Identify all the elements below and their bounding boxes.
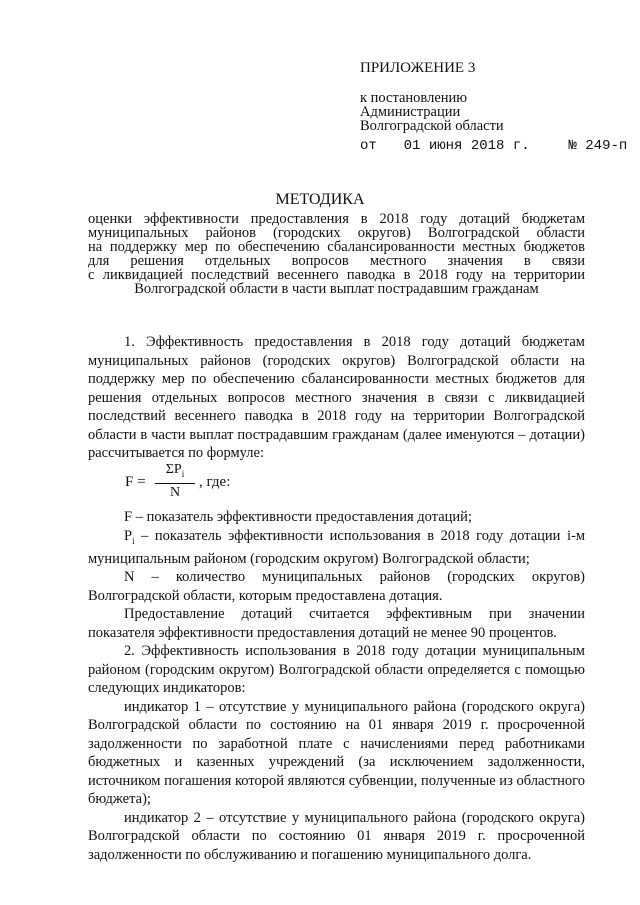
header-line-2: Администрации [360,104,461,120]
subtitle-line-6: Волгоградской области в части выплат пострадавшим гражданам [134,281,539,297]
definition-n: N – количество муниципальных районов (городских округов) Волгоградской области, которым предоставлена дотация. [88,569,585,604]
paragraph-1-text: 1. Эффективность предоставления в 2018 году дотаций бюджетам муниципальных районов (городских округов) Волгоградской области на поддержку мер по обеспечению сбалансированности местных бюджетов для решения отдельных вопросов местного значения в связи с ликвидацией последствий весеннего паводка в 2018 году на территории Волгоградской области в части выплат пострадавшим гражданам (далее именуются – дотации) рассчитывается по формуле: [88,334,585,461]
indicator-1: индикатор 1 – отсутствие у муниципального района (городского округа) Волгоградской области по состоянию на 01 января 2019 г. просроченной задолженности по заработной плате с начислениями перед работниками бюджетных и казенных учреждений (за исключением задолженности, источником погашения которой являются субвенции, полученные из областного бюджета); [88,698,585,808]
body-definitions [88,508,585,864]
formula-rhs: , где: [199,474,231,490]
decree-date-line [360,138,627,154]
subtitle-line-4: для решения отдельных вопросов местного значения в связи [88,253,585,269]
formula-fraction [155,462,195,501]
subtitle-line-2: муниципальных районов (городских округов) Волгоградской области [88,225,585,241]
formula-denominator: N [169,484,181,500]
decree-number: 249-п [585,138,628,154]
effectiveness-criterion: Предоставление дотаций считается эффективным при значении показателя эффективности предоставления дотаций не менее 90 процентов. [88,606,585,641]
subtitle-line-5: с ликвидацией последствий весеннего паводка в 2018 году на территории [88,267,585,283]
fraction-bar [155,483,195,484]
document-title: МЕТОДИКА [275,191,365,208]
formula-numerator: $\Sigma P_i$ [165,462,185,479]
appendix-title: ПРИЛОЖЕНИЕ 3 [360,60,476,76]
number-prefix: № [568,138,577,154]
paragraph-1 [88,333,585,463]
date-prefix: от [360,138,377,154]
indicator-2: индикатор 2 – отсутствие у муниципального района (городского округа) Волгоградской области по состоянию 01 января 2019 г. просроченной задолженности по обслуживанию и погашению муниципального долга. [88,809,585,863]
subtitle-line-3: на поддержку мер по обеспечению сбалансированности местных бюджетов [88,239,585,255]
formula-lhs: F = [125,474,146,490]
paragraph-2: 2. Эффективность использования в 2018 году дотации муниципальным районом (городским округом) Волгоградской области определяется с помощью следующих индикаторов: [88,643,585,697]
definition-f: F – показатель эффективности предоставления дотаций; [124,509,472,525]
header-line-3: Волгоградской области [360,118,504,134]
definition-p: $P_i$ – показатель эффективности использования в 2018 году дотации i-м муниципальным районом (городским округом) Волгоградской области; [88,527,585,567]
subtitle-line-1: оценки эффективности предоставления в 2018 году дотаций бюджетам [88,211,585,227]
header-line-1: к постановлению [360,90,468,106]
decree-date: 01 июня 2018 г. [403,138,530,154]
